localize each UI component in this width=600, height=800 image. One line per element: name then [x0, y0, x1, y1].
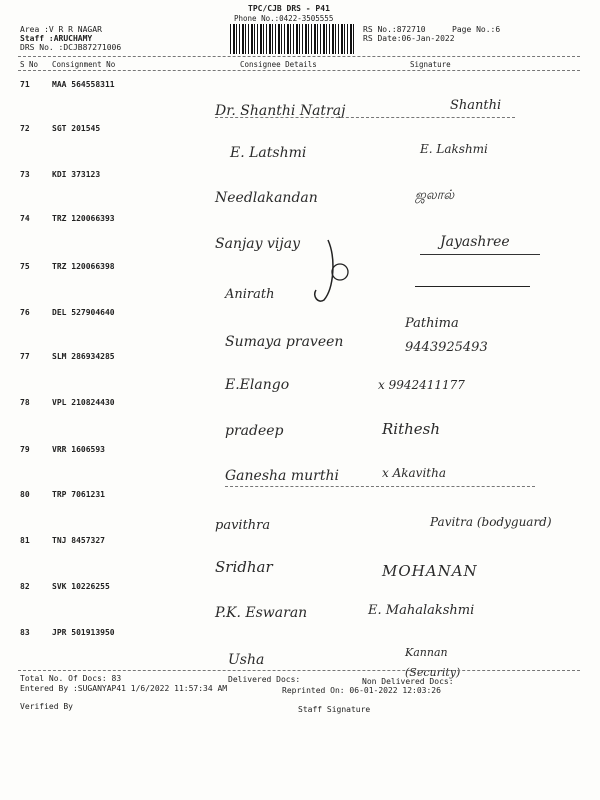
- col-signature: Signature: [410, 60, 451, 69]
- row-sno: 72: [20, 124, 30, 133]
- bracket-mark-icon: [310, 238, 350, 308]
- row-consignment: SLM 286934285: [52, 352, 115, 361]
- consignee-name: Dr. Shanthi Natraj: [215, 103, 346, 119]
- consignee-signature: Jayashree: [440, 234, 510, 250]
- divider: [18, 56, 580, 57]
- row-consignment: SGT 201545: [52, 124, 101, 133]
- row-consignment: TRZ 120066393: [52, 214, 115, 223]
- consignee-name: Ganesha murthi: [225, 468, 339, 484]
- consignee-name: E.Elango: [225, 377, 290, 393]
- row-sno: 81: [20, 536, 30, 545]
- consignee-name: Anirath: [225, 287, 275, 302]
- row-consignment: MAA 564558311: [52, 80, 115, 89]
- non-delivered-docs: Non Delivered Docs:: [362, 677, 454, 686]
- consignee-signature: E. Lakshmi: [420, 142, 488, 156]
- consignee-signature: x 9942411177: [378, 378, 465, 392]
- consignee-name: E. Latshmi: [230, 145, 307, 161]
- divider: [18, 670, 580, 671]
- row-sno: 79: [20, 445, 30, 454]
- consignee-signature: Kannan (Security): [405, 646, 461, 679]
- signature-underline: [420, 254, 540, 255]
- col-sno: S No: [20, 60, 39, 69]
- row-consignment: VPL 210824430: [52, 398, 115, 407]
- rs-date: RS Date:06-Jan-2022: [363, 34, 455, 43]
- entered-by: Entered By :SUGANYAP41 1/6/2022 11:57:34 AM: [20, 684, 228, 693]
- row-sno: 80: [20, 490, 30, 499]
- col-consignment: Consignment No: [52, 60, 116, 69]
- verified-by: Verified By: [20, 702, 73, 711]
- rs-number: RS No.:872710: [363, 25, 426, 34]
- signature-stroke: [415, 286, 530, 287]
- row-sno: 73: [20, 170, 30, 179]
- consignee-signature: E. Mahalakshmi: [368, 603, 475, 618]
- consignee-signature: Rithesh: [382, 420, 441, 438]
- consignee-name: Sanjay vijay: [215, 236, 300, 252]
- consignee-signature: x Akavitha: [382, 466, 446, 480]
- consignee-signature: Pathima 9443925493: [405, 316, 488, 355]
- drs-number: DRS No. :DCJB87271006: [20, 43, 122, 52]
- row-consignment: KDI 373123: [52, 170, 101, 179]
- row-consignment: VRR 1606593: [52, 445, 105, 454]
- phone-number: Phone No.:0422-3505555: [234, 14, 334, 23]
- row-sno: 83: [20, 628, 30, 637]
- staff-signature: Staff Signature: [298, 705, 371, 714]
- consignee-name: Needlakandan: [215, 190, 318, 206]
- row-sno: 74: [20, 214, 30, 223]
- row-consignment: TRZ 120066398: [52, 262, 115, 271]
- reprinted-on: Reprinted On: 06-01-2022 12:03:26: [282, 686, 441, 695]
- row-sno: 75: [20, 262, 30, 271]
- barcode: [230, 24, 355, 54]
- total-docs: Total No. Of Docs: 83: [20, 674, 122, 683]
- area-label: Area :V R R NAGAR: [20, 25, 102, 34]
- row-sno: 71: [20, 80, 30, 89]
- row-sno: 78: [20, 398, 30, 407]
- consignee-signature: Shanthi: [450, 98, 502, 113]
- consignee-signature: ஜலால்: [415, 188, 455, 203]
- row-sno: 82: [20, 582, 30, 591]
- document-title: TPC/CJB DRS - P41: [248, 4, 330, 13]
- signature-line: [225, 486, 535, 487]
- consignee-name: Sumaya praveen: [225, 334, 344, 350]
- consignee-name: P.K. Eswaran: [215, 605, 308, 621]
- col-consignee: Consignee Details: [240, 60, 317, 69]
- row-consignment: TNJ 8457327: [52, 536, 105, 545]
- consignee-name: Usha: [228, 652, 265, 668]
- consignee-name: Sridhar: [215, 558, 273, 576]
- consignee-signature: Pavitra (bodyguard): [430, 515, 552, 529]
- row-sno: 76: [20, 308, 30, 317]
- row-sno: 77: [20, 352, 30, 361]
- consignee-name: pradeep: [225, 423, 284, 439]
- consignee-name: pavithra: [215, 518, 271, 533]
- row-consignment: JPR 501913950: [52, 628, 115, 637]
- row-consignment: TRP 7061231: [52, 490, 105, 499]
- delivered-docs: Delivered Docs:: [228, 675, 301, 684]
- row-consignment: SVK 10226255: [52, 582, 110, 591]
- divider: [18, 70, 580, 71]
- consignee-signature: MOHANAN: [382, 562, 478, 580]
- staff-label: Staff :ARUCHAMY: [20, 34, 93, 43]
- signature-line: [215, 117, 515, 118]
- row-consignment: DEL 527904640: [52, 308, 115, 317]
- page-number: Page No.:6: [452, 25, 501, 34]
